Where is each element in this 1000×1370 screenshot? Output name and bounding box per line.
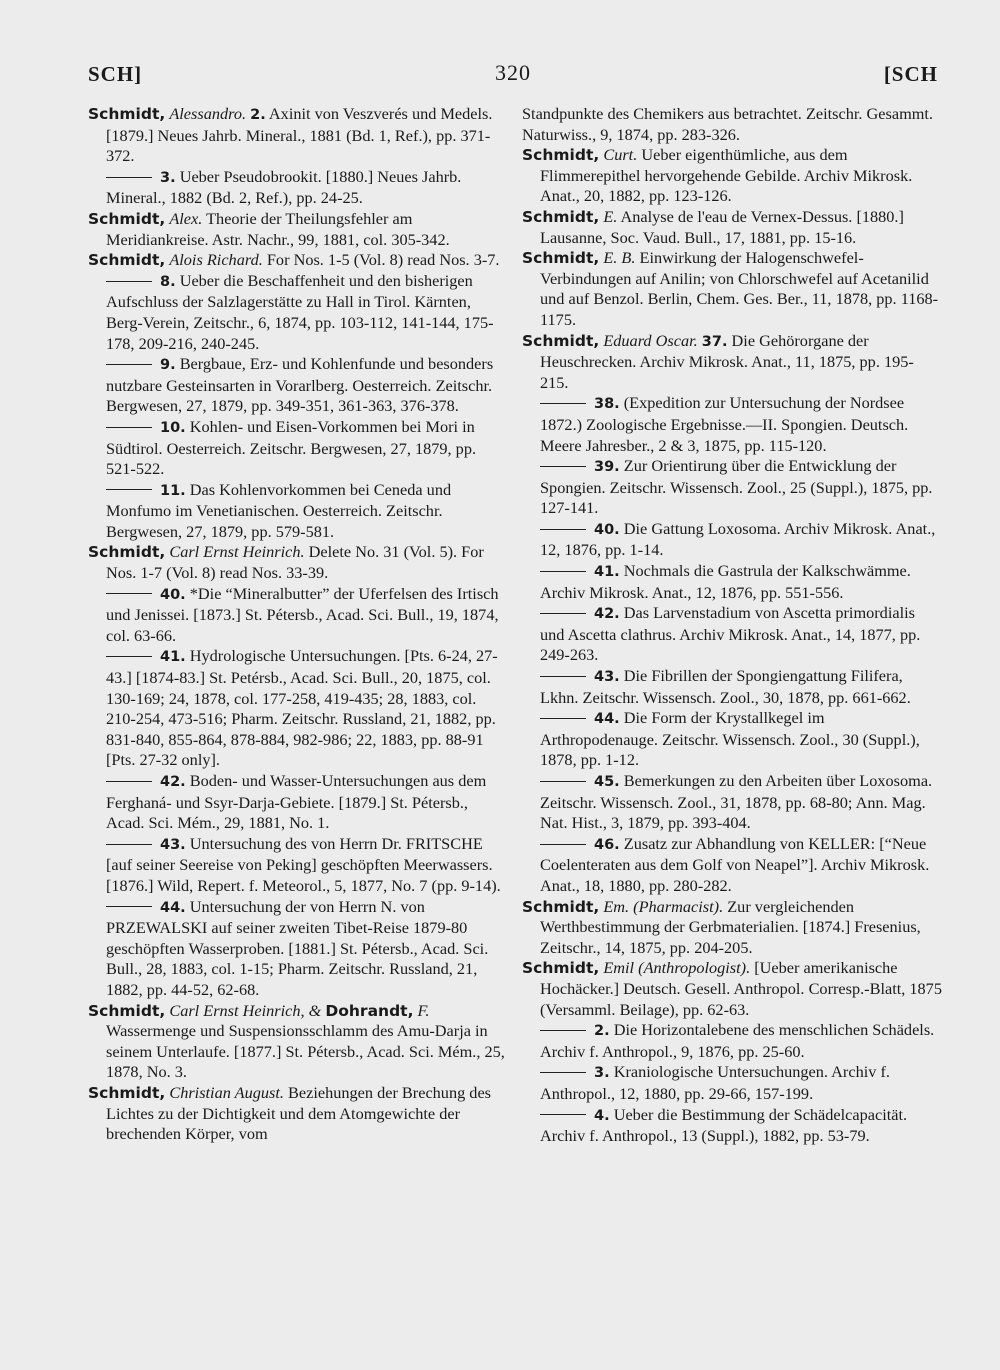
entry-sub	[522, 666, 942, 708]
author-surname: Schmidt,	[88, 251, 166, 270]
entry-text: Analyse de l'eau de Vernex-Dessus. [1880.] Lausanne, Soc. Vaud. Bull., 17, 1881, pp. 15-16.	[540, 206, 904, 247]
entry-text: Untersuchung der von Herrn N. von PRZEWALSKI auf seiner zweiten Tibet-Reise 1879-80 geschöpften Wasserproben. [1881.] St. Pétersb., Acad. Sci. Bull., 28, 1883, col. 1-15; Pharm. Zeitschr. Russland, 21, 1882, pp. 44-52, 62-68.	[106, 896, 489, 999]
entry-text: Wassermenge und Suspensionsschlamm des Amu-Darja in seinem Unterlaufe. [1877.] St. Pétersb., Acad. Sci. Mém., 25, 1878, No. 3.	[106, 1021, 505, 1082]
author-given-name: Alex.	[169, 208, 203, 228]
author-surname: Schmidt,	[88, 1001, 166, 1020]
author-given-name: Alessandro.	[169, 104, 247, 123]
entry-text: [Ueber amerikanische Hochäcker.] Deutsch. Gesell. Anthropol. Corresp.-Blatt, 1875 (Versamml. Beilage), pp. 62-63.	[540, 958, 942, 1019]
entry-number: 11.	[160, 482, 186, 499]
ditto-dash	[540, 1072, 586, 1073]
right-column	[522, 104, 942, 1147]
entry-author	[522, 145, 942, 207]
entry-text: Bemerkungen zu den Arbeiten über Loxosoma. Zeitschr. Wissensch. Zool., 31, 1878, pp. 68-80; Ann. Mag. Nat. Hist., 3, 1879, pp. 393-404.	[540, 771, 933, 833]
entry-author	[522, 897, 942, 959]
entry-sub	[88, 480, 508, 543]
author-surname: Schmidt,	[88, 105, 166, 123]
ditto-dash	[540, 718, 586, 719]
entry-text: Zur vergleichenden Werthbestimmung der Gerbmaterialien. [1874.] Fresenius, Zeitschr., 14, 1875, pp. 204-205.	[540, 896, 921, 957]
entry-text: Ueber eigenthümliche, aus dem Flimmerepithel hervorgehende Gebilde. Archiv Mikrosk. Anat., 20, 1882, pp. 123-126.	[540, 145, 913, 206]
entry-sub	[522, 456, 942, 519]
entry-sub	[522, 519, 942, 561]
entry-text: Die Fibrillen der Spongiengattung Filifera, Lkhn. Zeitschr. Wissensch. Zool., 30, 1878, pp. 661-662.	[540, 666, 911, 707]
entry-text: Axinit von Veszverés und Medels. [1879.] Neues Jahrb. Mineral., 1881 (Bd. 1, Ref.), pp. 371-372.	[106, 104, 493, 166]
entry-number: 9.	[160, 357, 176, 374]
entry-number: 40.	[160, 586, 186, 603]
entry-number: 42.	[594, 606, 620, 623]
entry-number: 45.	[594, 774, 620, 790]
entry-author	[88, 1001, 508, 1083]
entry-number: 37.	[701, 333, 728, 350]
ditto-dash	[540, 781, 586, 782]
ditto-dash	[540, 403, 586, 404]
ditto-dash	[106, 656, 152, 657]
author-surname: Schmidt,	[522, 207, 600, 226]
author-surname-2: Dohrandt,	[325, 1001, 414, 1020]
ditto-dash	[540, 466, 586, 467]
entry-number: 4.	[594, 1107, 610, 1124]
entry-sub	[522, 834, 942, 897]
header-left-guide: SCH]	[88, 62, 143, 86]
ditto-dash	[540, 676, 586, 677]
entry-sub	[88, 834, 508, 897]
ditto-dash	[106, 593, 152, 594]
ditto-dash	[540, 613, 586, 614]
author-given-name: Em. (Pharmacist).	[603, 896, 724, 916]
ditto-dash	[540, 571, 586, 572]
entry-text: Kohlen- und Eisen-Vorkommen bei Mori in Südtirol. Oesterreich. Zeitschr. Bergwesen, 27, 1879, pp. 521-522.	[106, 416, 477, 479]
entry-author	[522, 248, 942, 330]
entry-text: Bergbaue, Erz- und Kohlenfunde und besonders nutzbare Gesteinsarten in Vorarlberg. Oesterreich. Zeitschr. Bergwesen, 27, 1879, pp. 349-351, 361-363, 376-378.	[106, 354, 494, 416]
author-given-name: Alois Richard.	[169, 250, 263, 270]
author-given-name-2: F.	[417, 1000, 430, 1020]
entry-author	[88, 104, 508, 167]
entry-sub	[88, 584, 508, 647]
entry-text: Das Kohlenvorkommen bei Ceneda und Monfumo im Venetianischen. Oesterreich. Zeitschr. Bergwesen, 27, 1879, pp. 579-581.	[106, 479, 452, 541]
ditto-dash	[106, 781, 152, 782]
entry-number: 42.	[160, 774, 186, 790]
entry-text: Kraniologische Untersuchungen. Archiv f. Anthropol., 12, 1880, pp. 29-66, 157-199.	[540, 1062, 890, 1103]
ditto-dash	[106, 844, 152, 845]
ditto-dash	[106, 364, 152, 365]
entry-sub	[88, 646, 508, 771]
left-column	[88, 104, 508, 1145]
author-given-name: Curt.	[603, 145, 638, 165]
entry-sub	[522, 561, 942, 603]
entry-number: 38.	[594, 396, 620, 413]
entry-number: 46.	[594, 836, 620, 853]
entry-text: Die Horizontalebene des menschlichen Schädels. Archiv f. Anthropol., 9, 1876, pp. 25-60.	[540, 1020, 935, 1061]
entry-text: Untersuchung des von Herrn Dr. FRITSCHE [auf seiner Seereise von Peking] geschöpften Meerwassers. [1876.] Wild, Repert. f. Meteorol., 5, 1877, No. 7 (pp. 9-14).	[106, 833, 501, 895]
author-given-name: E.	[603, 206, 618, 226]
ditto-dash	[540, 844, 586, 845]
entry-text: Zur Orientirung über die Entwicklung der Spongien. Zeitschr. Wissensch. Zool., 25 (Suppl.), 1875, pp. 127-141.	[540, 456, 933, 518]
entry-text: For Nos. 1-5 (Vol. 8) read Nos. 3-7.	[266, 250, 500, 270]
entry-text: Theorie der Theilungsfehler am Meridiankreise. Astr. Nachr., 99, 1881, col. 305-342.	[106, 208, 450, 249]
ditto-dash	[540, 1030, 586, 1031]
entry-number: 8.	[160, 273, 176, 290]
entry-number: 41.	[594, 564, 620, 581]
entry-continued	[522, 104, 942, 145]
entry-number: 40.	[594, 521, 620, 538]
entry-sub	[88, 354, 508, 417]
entry-sub	[522, 603, 942, 666]
entry-number: 2.	[250, 107, 266, 123]
author-given-name: Eduard Oscar.	[603, 330, 698, 350]
entry-sub	[88, 771, 508, 834]
entry-sub	[88, 417, 508, 480]
ditto-dash	[540, 529, 586, 530]
entry-sub	[522, 1062, 942, 1104]
entry-text: Boden- und Wasser-Untersuchungen aus dem Ferghaná- und Ssyr-Darja-Gebiete. [1879.] St. Pétersb., Acad. Sci. Mém., 29, 1881, No. 1.	[106, 771, 487, 833]
author-given-name: Christian August.	[169, 1082, 284, 1102]
entry-author	[522, 958, 942, 1020]
header-right-guide: [SCH	[883, 62, 938, 86]
entry-sub	[522, 771, 942, 834]
entry-author	[522, 331, 942, 394]
entry-text: (Expedition zur Untersuchung der Nordsee 1872.) Zoologische Ergebnisse.—II. Spongien. Deutsch. Meere Jahresber., 2 & 3, 1875, pp. 115-120.	[540, 393, 909, 455]
ditto-dash	[106, 281, 152, 282]
entry-sub	[522, 708, 942, 771]
author-surname: Schmidt,	[522, 897, 600, 916]
page-number: 320	[495, 60, 531, 85]
entry-number: 44.	[594, 711, 620, 728]
entry-sub	[88, 167, 508, 209]
entry-number: 43.	[594, 669, 620, 686]
ditto-dash	[540, 1114, 586, 1115]
entry-number: 3.	[594, 1065, 610, 1082]
entry-sub	[88, 897, 508, 1001]
author-surname: Schmidt,	[522, 959, 600, 978]
ditto-dash	[106, 177, 152, 178]
entry-text: Das Larvenstadium von Ascetta primordialis und Ascetta clathrus. Archiv Mikrosk. Anat., 14, 1877, pp. 249-263.	[540, 603, 921, 665]
entry-text: Nochmals die Gastrula der Kalkschwämme. Archiv Mikrosk. Anat., 12, 1876, pp. 551-556.	[540, 561, 911, 602]
entry-text: Einwirkung der Halogenschwefel-Verbindungen auf Anilin; von Chlorschwefel auf Acetanilid und auf Benzol. Berlin, Chem. Ges. Ber., 11, 1878, pp. 1168-1175.	[540, 248, 939, 329]
entry-text: Beziehungen der Brechung des Lichtes zu der Dichtigkeit und dem Atomgewichte der brechenden Körper, vom	[106, 1082, 492, 1144]
entry-number: 10.	[160, 419, 186, 436]
entry-sub	[522, 393, 942, 456]
entry-text: Die Gattung Loxosoma. Archiv Mikrosk. Anat., 12, 1876, pp. 1-14.	[540, 518, 936, 560]
entry-author	[88, 542, 508, 583]
author-given-name: Carl Ernst Heinrich, &	[169, 1000, 322, 1020]
entry-author	[88, 250, 508, 271]
author-surname: Schmidt,	[88, 209, 166, 228]
entry-text: Delete No. 31 (Vol. 5). For Nos. 1-7 (Vol. 8) read Nos. 33-39.	[106, 542, 484, 583]
author-surname: Schmidt,	[522, 331, 600, 350]
ditto-dash	[106, 489, 152, 490]
entry-author	[522, 207, 942, 248]
entry-number: 39.	[594, 459, 620, 476]
entry-number: 44.	[160, 899, 186, 916]
entry-author	[88, 1083, 508, 1145]
author-given-name: E. B.	[603, 248, 636, 268]
author-surname: Schmidt,	[522, 249, 600, 268]
ditto-dash	[106, 906, 152, 907]
page-header	[88, 62, 938, 90]
author-surname: Schmidt,	[88, 1083, 166, 1102]
entry-sub	[88, 271, 508, 354]
entry-text: Die Gehörorgane der Heuschrecken. Archiv Mikrosk. Anat., 11, 1875, pp. 195-215.	[540, 330, 914, 392]
entry-text: Ueber die Bestimmung der Schädelcapacität. Archiv f. Anthropol., 13 (Suppl.), 1882, pp. 53-79.	[540, 1104, 908, 1146]
entry-text: Standpunkte des Chemikers aus betrachtet. Zeitschr. Gesammt. Naturwiss., 9, 1874, pp. 283-326.	[522, 104, 933, 144]
entry-text: Zusatz zur Abhandlung von KELLER: [“Neue Coelenteraten aus dem Golf von Neapel”]. Archiv Mikrosk. Anat., 18, 1880, pp. 280-282.	[540, 833, 930, 895]
entry-text: Hydrologische Untersuchungen. [Pts. 6-24, 27-43.] [1874-83.] St. Petérsb., Acad. Sci. Bull., 20, 1875, col. 130-169; 24, 1878, col. 177-258, 419-435; 28, 1883, col. 210-254, 473-516; Pharm. Zeitschr. Russland, 21, 1882, pp. 831-840, 855-864, 878-884, 982-986; 22, 1883, pp. 88-91 [Pts. 27-32 only].	[106, 646, 498, 770]
entry-number: 41.	[160, 649, 186, 666]
author-given-name: Carl Ernst Heinrich.	[169, 542, 305, 562]
author-given-name: Emil (Anthropologist).	[603, 958, 751, 978]
entry-number: 2.	[594, 1023, 610, 1040]
author-surname: Schmidt,	[88, 543, 166, 562]
entry-text: Ueber Pseudobrookit. [1880.] Neues Jahrb. Mineral., 1882 (Bd. 2, Ref.), pp. 24-25.	[106, 166, 462, 208]
entry-author	[88, 209, 508, 250]
entry-sub	[522, 1105, 942, 1147]
entry-text: Ueber die Beschaffenheit und den bisherigen Aufschluss der Salzlagerstätte zu Hall in Tirol. Kärnten, Berg-Verein, Zeitschr., 6, 1874, pp. 103-112, 141-144, 175-178, 209-216, 240-245.	[106, 270, 494, 353]
entry-number: 43.	[160, 836, 186, 853]
entry-sub	[522, 1020, 942, 1062]
author-surname: Schmidt,	[522, 146, 600, 165]
entry-number: 3.	[160, 169, 176, 186]
entry-text: *Die “Mineralbutter” der Uferfelsen des Irtisch und Jenissei. [1873.] St. Pétersb., Acad. Sci. Bull., 19, 1874, col. 63-66.	[106, 583, 499, 645]
entry-text: Die Form der Krystallkegel im Arthropodenauge. Zeitschr. Wissensch. Zool., 30 (Suppl.), 1878, pp. 1-12.	[540, 708, 920, 770]
ditto-dash	[106, 427, 152, 428]
